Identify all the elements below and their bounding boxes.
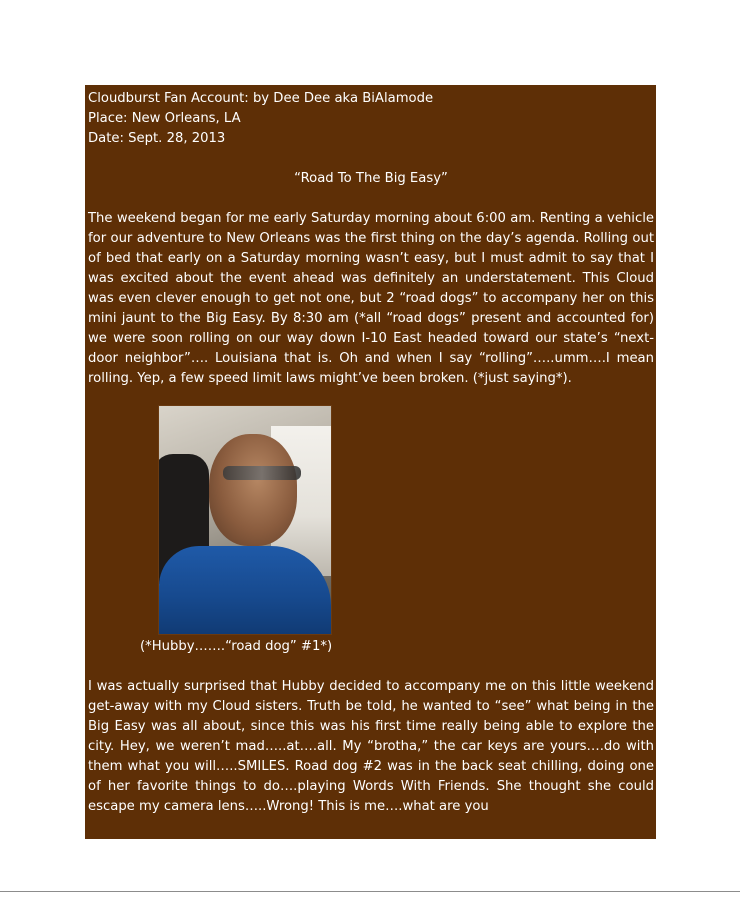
hubby-photo	[158, 405, 332, 635]
sunglasses	[223, 466, 301, 480]
byline: Cloudburst Fan Account: by Dee Dee aka BiAlamode	[88, 91, 434, 106]
date-line: Date: Sept. 28, 2013	[88, 131, 226, 146]
paragraph-1: The weekend began for me early Saturday morning about 6:00 am. Renting a vehicle for our adventure to New Orleans was the first thing on the day’s agenda. Rolling out of bed that early on a Saturday morning wasn’t easy, but I must admit to say that I was excited about the event ahead was definitely an understatement. This Cloud was even clever enough to get not one, but 2 “road dogs” to accompany her on this mini jaunt to the Big Easy. By 8:30 am (*all “road dogs” present and accounted for) we were soon rolling on our way down I-10 East headed toward our state’s “next-door neighbor”…. Louisiana that is. Oh and when I say “rolling”…..umm….I mean rolling. Yep, a few speed limit laws might’ve been broken. (*just saying*).	[88, 211, 654, 386]
place-line: Place: New Orleans, LA	[88, 111, 241, 126]
page-bottom-rule	[0, 891, 740, 892]
document-panel	[85, 85, 656, 839]
photo-caption: (*Hubby…….“road dog” #1*)	[140, 639, 333, 654]
story-title: “Road To The Big Easy”	[294, 171, 448, 186]
man-head	[209, 434, 297, 546]
paragraph-2: I was actually surprised that Hubby decided to accompany me on this little weekend get-away with my Cloud sisters. Truth be told, he wanted to “see” what being in the Big Easy was all about, since this was his first time really being able to explore the city. Hey, we weren’t mad…..at….all. My “brotha,” the car keys are yours….do with them what you will…..SMILES. Road dog #2 was in the back seat chilling, doing one of her favorite things to do….playing Words With Friends. She thought she could escape my camera lens…..Wrong! This is me….what are you	[88, 679, 654, 814]
blue-shirt	[159, 546, 331, 635]
